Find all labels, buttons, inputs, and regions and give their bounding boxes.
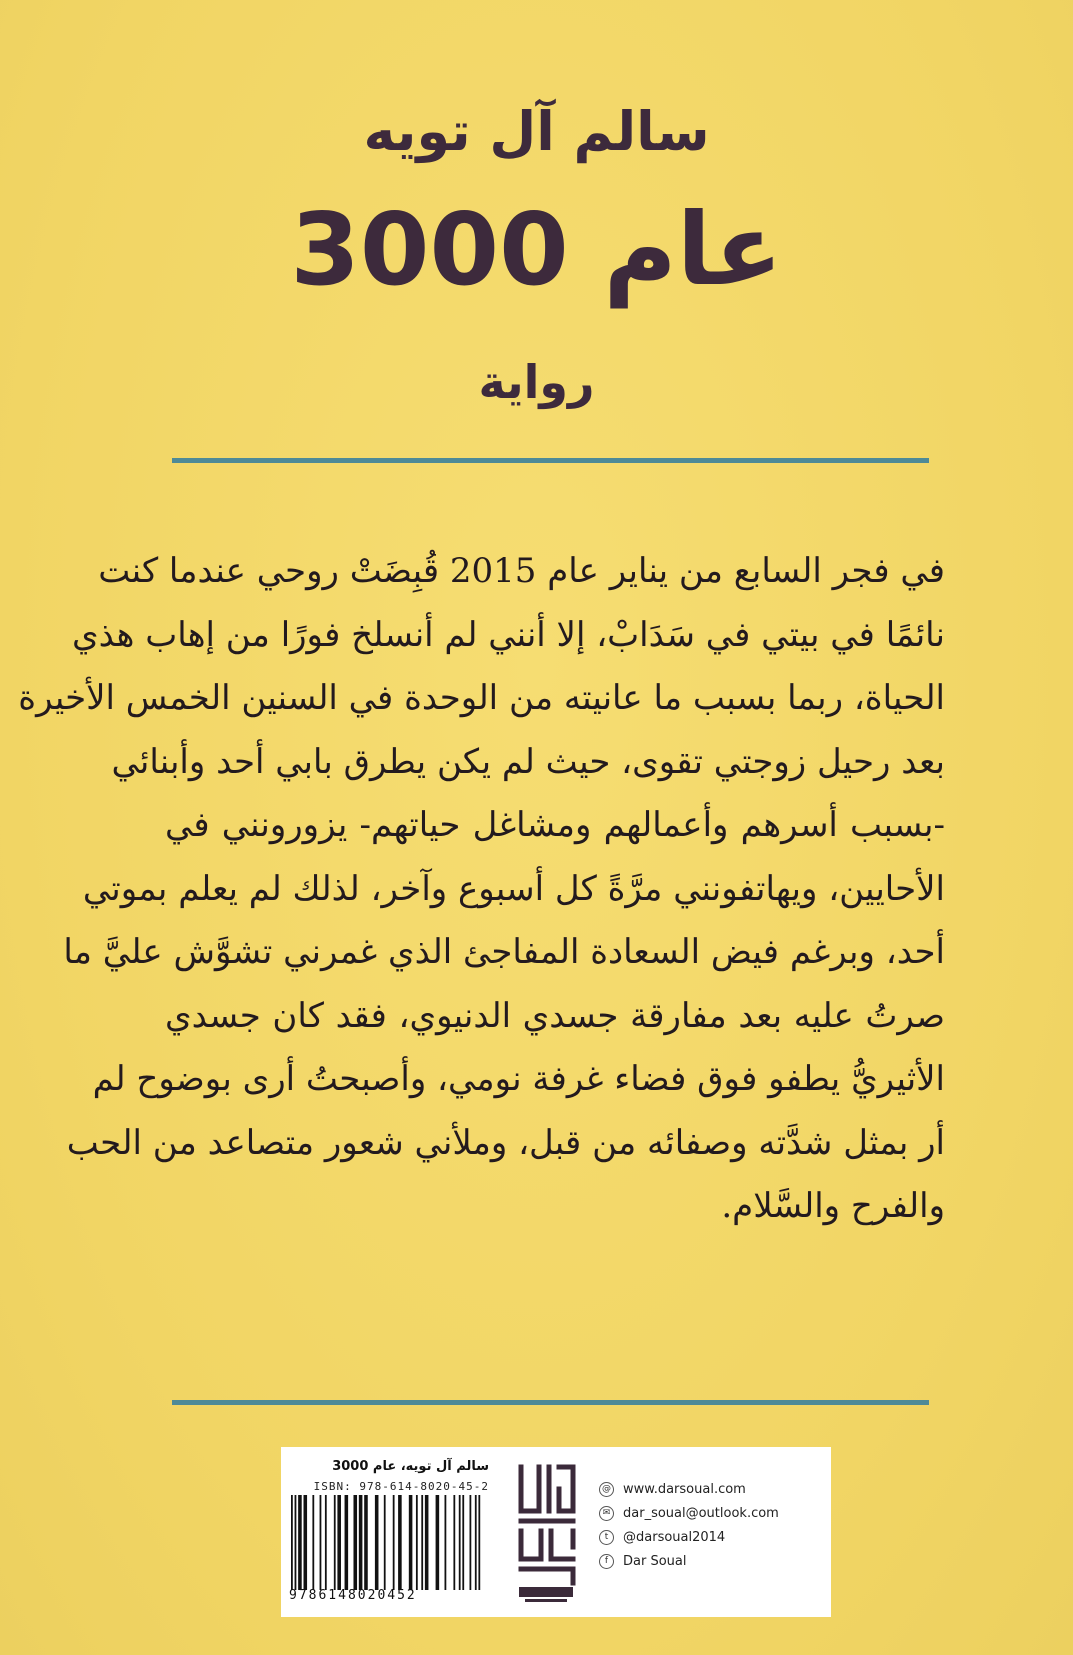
blurb-line: بعد رحيل زوجتي تقوى، حيث لم يكن يطرق بابي أحد وأبنائي: [111, 741, 945, 782]
contact-facebook[interactable]: [599, 1549, 779, 1573]
blurb-line: في فجر السابع من يناير عام 2015 قُبِضَتْ روحي عندما كنت: [98, 551, 945, 591]
blurb-line: الحياة، ربما بسبب ما عانيته من الوحدة في السنين الخمس الأخيرة: [18, 678, 945, 718]
blurb-line: أحد، وبرغم فيض السعادة المفاجئ الذي غمرني تشوَّش عليَّ ما: [63, 932, 945, 972]
blurb-line: -بسبب أسرهم وأعمالهم ومشاغل حياتهم- يزورونني في: [165, 805, 945, 845]
contact-text: dar_soual@outlook.com: [623, 1505, 779, 1521]
barcode-number: 9786148020452: [289, 1588, 417, 1603]
contact-email[interactable]: [599, 1501, 779, 1525]
blurb-line: الأثيريُّ يطفو فوق فضاء غرفة نومي، وأصبحتُ أرى بوضوح لم: [92, 1059, 945, 1099]
barcode-icon: [289, 1495, 484, 1590]
contact-twitter[interactable]: [599, 1525, 779, 1549]
blurb-line: صرتُ عليه بعد مفارقة جسدي الدنيوي، فقد كان جسدي: [165, 995, 945, 1036]
blurb-line: والفرح والسَّلام.: [721, 1186, 945, 1226]
blurb-text: [18, 540, 945, 1239]
contact-text: @darsoual2014: [623, 1529, 726, 1545]
contact-text: www.darsoual.com: [623, 1481, 746, 1497]
barcode-title: سالم آل تويه، عام 3000: [332, 1459, 489, 1474]
book-title: عام 3000: [290, 191, 783, 308]
top-divider: [172, 458, 929, 463]
bottom-divider: [172, 1400, 929, 1405]
author-name: سالم آل تويه: [363, 100, 710, 163]
contact-website[interactable]: [599, 1477, 779, 1501]
blurb-line: أر بمثل شدَّته وصفائه من قبل، وملأني شعور متصاعد من الحب: [66, 1122, 945, 1163]
blurb-line: الأحايين، ويهاتفونني مرَّةً كل أسبوع وآخر، لذلك لم يعلم بموتي: [82, 868, 945, 909]
isbn-text: ISBN: 978-614-8020-45-2: [313, 1480, 489, 1493]
book-genre: رواية: [478, 355, 595, 409]
dar-soual-logo-icon: [511, 1459, 581, 1605]
publisher-label: [281, 1447, 831, 1617]
barcode-block: [289, 1459, 489, 1603]
contact-list: [599, 1477, 779, 1573]
twitter-icon: t: [599, 1530, 614, 1545]
contact-text: Dar Soual: [623, 1553, 687, 1569]
mail-icon: ✉: [599, 1506, 614, 1521]
globe-icon: @: [599, 1482, 614, 1497]
blurb-line: نائمًا في بيتي في سَدَابْ، إلا أنني لم أنسلخ فورًا من إهاب هذي: [72, 614, 945, 655]
facebook-icon: f: [599, 1554, 614, 1569]
